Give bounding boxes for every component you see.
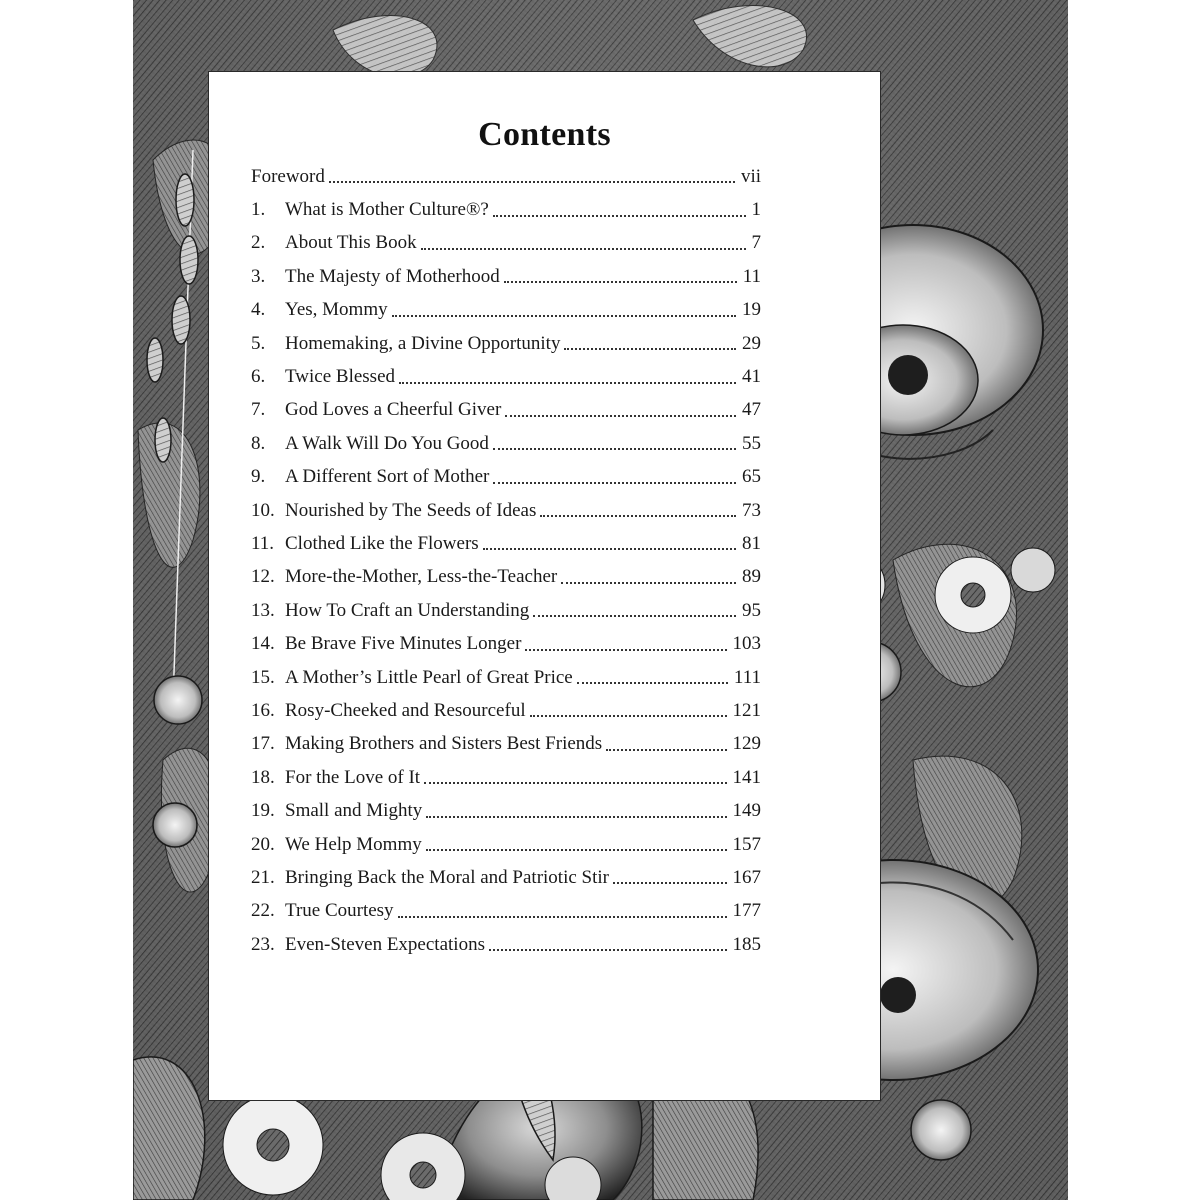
toc-entry bbox=[251, 761, 761, 794]
page-number: 81 bbox=[742, 532, 761, 554]
dot-leader bbox=[613, 881, 726, 884]
page-title: Contents bbox=[478, 116, 611, 153]
chapter-title: Rosy-Cheeked and Resourceful bbox=[285, 699, 526, 721]
toc-entry bbox=[251, 427, 761, 460]
page-number: 89 bbox=[742, 566, 761, 588]
chapter-title: Nourished by The Seeds of Ideas bbox=[285, 499, 537, 521]
page-number: vii bbox=[740, 165, 761, 187]
chapter-title: Bringing Back the Moral and Patriotic Stir bbox=[285, 866, 610, 888]
chapter-number: 17. bbox=[251, 733, 275, 755]
dot-leader bbox=[530, 714, 727, 717]
chapter-title: Be Brave Five Minutes Longer bbox=[285, 633, 522, 655]
dot-leader bbox=[329, 180, 735, 183]
dot-leader bbox=[493, 481, 736, 484]
chapter-title: Even-Steven Expectations bbox=[285, 933, 485, 955]
dot-leader bbox=[493, 447, 736, 450]
page-number: 7 bbox=[751, 232, 761, 254]
chapter-number: 22. bbox=[251, 900, 275, 922]
page-number: 1 bbox=[751, 199, 761, 221]
dot-leader bbox=[398, 915, 727, 918]
chapter-number: 15. bbox=[251, 666, 275, 688]
book-page bbox=[133, 0, 1068, 1200]
chapter-title: Foreword bbox=[251, 165, 325, 187]
chapter-title: For the Love of It bbox=[285, 766, 421, 788]
page-number: 141 bbox=[732, 766, 761, 788]
toc-entry bbox=[251, 728, 761, 761]
toc-entry bbox=[251, 294, 761, 327]
chapter-number: 13. bbox=[251, 599, 275, 621]
page-number: 121 bbox=[732, 699, 761, 721]
contents-panel bbox=[209, 72, 880, 1100]
chapter-number: 20. bbox=[251, 833, 275, 855]
toc-entry bbox=[251, 227, 761, 260]
dot-leader bbox=[426, 848, 727, 851]
page-number: 129 bbox=[732, 733, 761, 755]
page-number: 103 bbox=[732, 633, 761, 655]
dot-leader bbox=[606, 748, 726, 751]
toc-entry bbox=[251, 561, 761, 594]
dot-leader bbox=[577, 681, 728, 684]
dot-leader bbox=[421, 247, 746, 250]
chapter-number: 2. bbox=[251, 232, 266, 254]
dot-leader bbox=[493, 214, 746, 217]
page-number: 185 bbox=[732, 933, 761, 955]
toc-entry bbox=[251, 627, 761, 660]
page-number: 157 bbox=[732, 833, 761, 855]
toc-entry bbox=[251, 694, 761, 727]
page-number: 29 bbox=[742, 332, 761, 354]
chapter-title: Homemaking, a Divine Opportunity bbox=[285, 332, 561, 354]
toc-entry bbox=[251, 260, 761, 293]
toc-entry bbox=[251, 794, 761, 827]
toc-entry bbox=[251, 928, 761, 961]
page-number: 55 bbox=[742, 432, 761, 454]
dot-leader bbox=[424, 781, 726, 784]
page-number: 19 bbox=[742, 299, 761, 321]
chapter-number: 14. bbox=[251, 633, 275, 655]
chapter-title: A Walk Will Do You Good bbox=[285, 432, 489, 454]
dot-leader bbox=[426, 815, 726, 818]
chapter-number: 9. bbox=[251, 466, 266, 488]
dot-leader bbox=[505, 414, 736, 417]
toc-entry bbox=[251, 594, 761, 627]
toc-list bbox=[251, 160, 761, 961]
chapter-title: Twice Blessed bbox=[285, 366, 396, 388]
chapter-number: 23. bbox=[251, 933, 275, 955]
chapter-number: 18. bbox=[251, 766, 275, 788]
page-number: 167 bbox=[732, 866, 761, 888]
page-number: 177 bbox=[732, 900, 761, 922]
toc-entry bbox=[251, 360, 761, 393]
chapter-title: More-the-Mother, Less-the-Teacher bbox=[285, 566, 558, 588]
chapter-title: Small and Mighty bbox=[285, 800, 423, 822]
chapter-title: About This Book bbox=[285, 232, 417, 254]
chapter-number: 5. bbox=[251, 332, 266, 354]
chapter-title: Yes, Mommy bbox=[285, 299, 388, 321]
chapter-number: 3. bbox=[251, 265, 266, 287]
chapter-number: 10. bbox=[251, 499, 275, 521]
page-number: 111 bbox=[733, 666, 761, 688]
toc-entry bbox=[251, 527, 761, 560]
chapter-number: 19. bbox=[251, 800, 275, 822]
toc-entry bbox=[251, 494, 761, 527]
chapter-title: The Majesty of Motherhood bbox=[285, 265, 500, 287]
page-number: 41 bbox=[742, 366, 761, 388]
chapter-number: 1. bbox=[251, 199, 266, 221]
chapter-number: 21. bbox=[251, 866, 275, 888]
toc-entry bbox=[251, 394, 761, 427]
chapter-title: We Help Mommy bbox=[285, 833, 422, 855]
chapter-title: God Loves a Cheerful Giver bbox=[285, 399, 502, 421]
dot-leader bbox=[525, 648, 726, 651]
chapter-number: 11. bbox=[251, 532, 275, 554]
page-number: 65 bbox=[742, 466, 761, 488]
toc-entry bbox=[251, 828, 761, 861]
dot-leader bbox=[540, 514, 736, 517]
dot-leader bbox=[392, 314, 736, 317]
dot-leader bbox=[533, 614, 736, 617]
page-number: 95 bbox=[742, 599, 761, 621]
toc-entry bbox=[251, 160, 761, 193]
chapter-title: What is Mother Culture®? bbox=[285, 199, 489, 221]
chapter-title: A Different Sort of Mother bbox=[285, 466, 490, 488]
page-number: 47 bbox=[742, 399, 761, 421]
chapter-number: 12. bbox=[251, 566, 275, 588]
toc-entry bbox=[251, 895, 761, 928]
chapter-number: 6. bbox=[251, 366, 266, 388]
chapter-number: 8. bbox=[251, 432, 266, 454]
toc-entry bbox=[251, 327, 761, 360]
dot-leader bbox=[483, 547, 736, 550]
toc-entry bbox=[251, 861, 761, 894]
chapter-title: True Courtesy bbox=[285, 900, 394, 922]
chapter-title: Clothed Like the Flowers bbox=[285, 532, 479, 554]
chapter-title: Making Brothers and Sisters Best Friends bbox=[285, 733, 603, 755]
chapter-number: 4. bbox=[251, 299, 266, 321]
dot-leader bbox=[561, 581, 736, 584]
dot-leader bbox=[504, 280, 737, 283]
page-number: 73 bbox=[742, 499, 761, 521]
toc-entry bbox=[251, 193, 761, 226]
dot-leader bbox=[564, 347, 736, 350]
dot-leader bbox=[399, 381, 736, 384]
dot-leader bbox=[489, 948, 727, 951]
chapter-number: 7. bbox=[251, 399, 266, 421]
chapter-number: 16. bbox=[251, 699, 275, 721]
toc-entry bbox=[251, 661, 761, 694]
page-number: 11 bbox=[742, 265, 761, 287]
toc-entry bbox=[251, 461, 761, 494]
chapter-title: How To Craft an Understanding bbox=[285, 599, 530, 621]
chapter-title: A Mother’s Little Pearl of Great Price bbox=[285, 666, 573, 688]
page-number: 149 bbox=[732, 800, 761, 822]
